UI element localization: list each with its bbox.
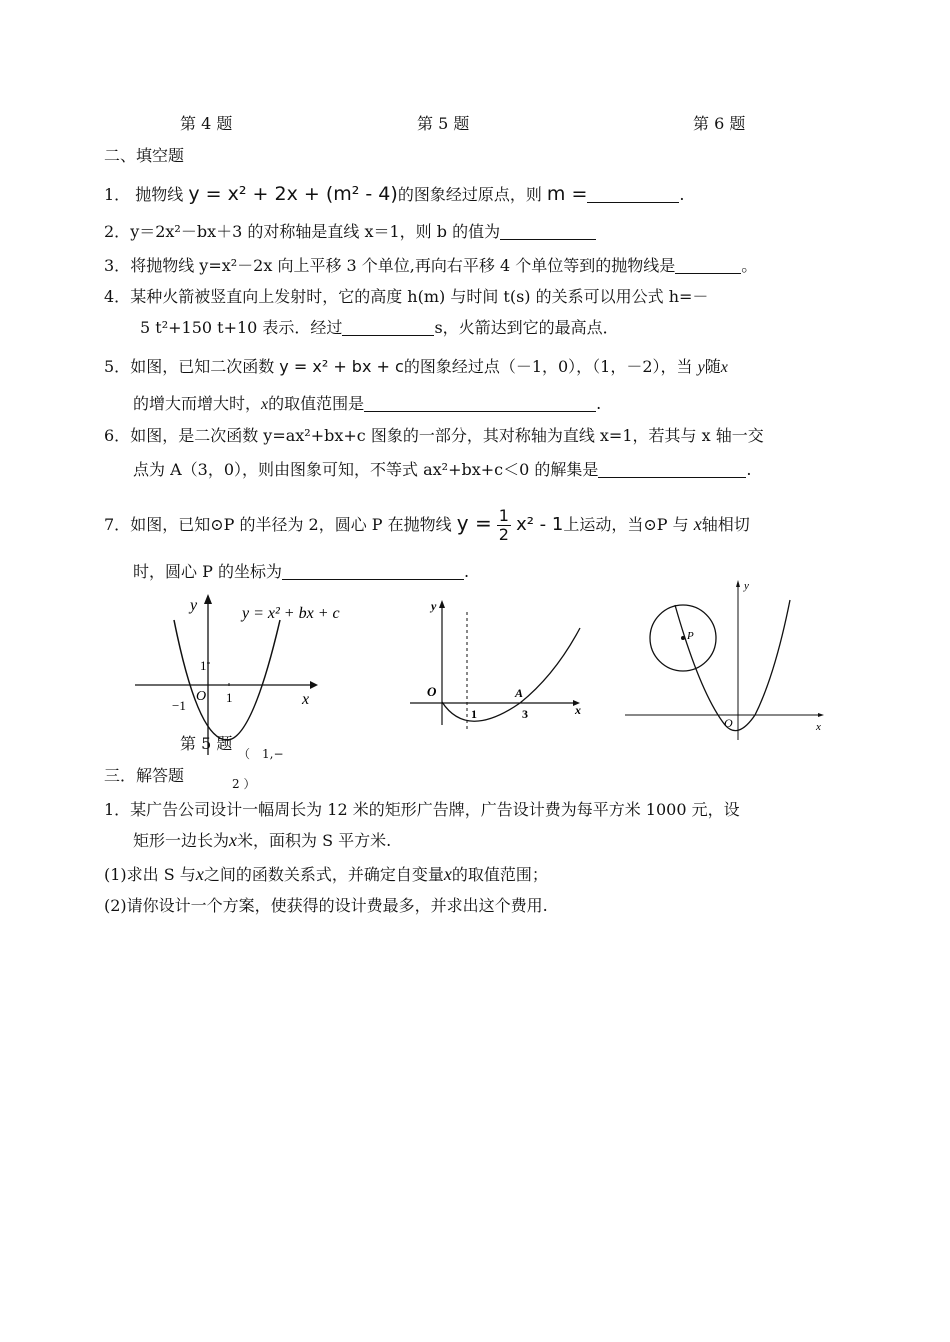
center-label: P bbox=[687, 630, 694, 642]
parabola-curve bbox=[675, 600, 790, 731]
question-3 bbox=[104, 256, 757, 276]
punctuation: . bbox=[463, 562, 470, 581]
tick-label: 1 bbox=[226, 690, 233, 705]
question-text: 矩形一边长为 bbox=[133, 831, 230, 850]
variable-y: y bbox=[697, 359, 705, 376]
answer-blank[interactable] bbox=[342, 319, 434, 336]
punctuation: 。 bbox=[741, 256, 758, 275]
x-axis-label: x bbox=[302, 691, 310, 708]
equation: y = x² + bx + c bbox=[279, 357, 404, 376]
answer-blank[interactable] bbox=[598, 461, 746, 478]
fraction-one-half bbox=[497, 507, 511, 544]
problem-1-part-2: (2)请你设计一个方案，使获得的设计费最多，并求出这个费用. bbox=[104, 896, 548, 915]
question-5-line-1 bbox=[104, 357, 728, 378]
question-number: 3． bbox=[104, 256, 131, 275]
punctuation: . bbox=[746, 460, 752, 479]
tick-label: 1 bbox=[471, 707, 477, 721]
parabola-curve bbox=[442, 628, 580, 721]
parabola-curve bbox=[174, 620, 280, 740]
center-point bbox=[681, 636, 685, 640]
question-text: 的增大而增大时， bbox=[133, 394, 262, 413]
caption-q4: 第 4 题 bbox=[180, 114, 233, 133]
equation-rhs: x² - 1 bbox=[516, 514, 564, 535]
caption-q6: 第 6 题 bbox=[693, 114, 746, 133]
question-4-line-2 bbox=[140, 318, 619, 338]
equation: y = x² + 2x + (m² - 4) bbox=[188, 183, 398, 205]
problem-1-line-2 bbox=[133, 830, 391, 851]
question-text: 点为 A（3，0），则由图象可知，不等式 ax²+bx+c＜0 的解集是 bbox=[133, 460, 599, 479]
x-axis-arrow-icon bbox=[310, 681, 318, 689]
question-text: 某种火箭被竖直向上发射时，它的高度 h(m) 与时间 t(s) 的关系可以用公式 h=－ bbox=[130, 287, 709, 306]
question-number: 1． bbox=[104, 185, 131, 204]
question-6-line-1 bbox=[104, 426, 764, 446]
question-text: 随 bbox=[704, 357, 721, 376]
question-6-line-2 bbox=[133, 460, 751, 480]
figure-equation: y = x² + bx + c bbox=[242, 605, 340, 622]
x-axis-arrow-icon bbox=[818, 713, 824, 717]
question-text: 如图，是二次函数 y=ax²+bx+c 图象的一部分，其对称轴为直线 x=1，若其与 x 轴一交 bbox=[130, 426, 764, 445]
y-axis-arrow-icon bbox=[439, 600, 445, 608]
variable-x: x bbox=[693, 514, 702, 534]
problem-1-part-1 bbox=[104, 864, 548, 885]
variable-x: x bbox=[229, 830, 238, 850]
question-text: y＝2x²－bx＋3 的对称轴是直线 x＝1，则 b 的值为 bbox=[130, 222, 501, 241]
question-number: 6． bbox=[104, 426, 131, 445]
section-heading-solve: 三．解答题 bbox=[104, 766, 185, 785]
question-text: 将抛物线 y=x²－2x 向上平移 3 个单位,再向右平移 4 个单位等到的抛物线是 bbox=[130, 256, 676, 275]
equation-lhs: y = bbox=[456, 511, 492, 535]
origin-label: O bbox=[427, 684, 437, 699]
answer-blank[interactable] bbox=[282, 563, 464, 580]
y-axis-arrow-icon bbox=[204, 594, 212, 604]
answer-blank[interactable] bbox=[587, 186, 679, 203]
fraction-denominator: 2 bbox=[498, 525, 509, 544]
question-text: 5 t²+150 t+10 表示．经过 bbox=[140, 318, 343, 337]
x-axis-label: x bbox=[575, 703, 581, 717]
question-number: 7． bbox=[104, 515, 131, 534]
section-heading-fill-blank: 二、填空题 bbox=[104, 146, 185, 165]
answer-blank[interactable] bbox=[500, 223, 596, 240]
point-label: （ 1,− bbox=[238, 747, 284, 761]
answer-blank[interactable] bbox=[675, 257, 741, 274]
question-text: 的图象经过原点，则 bbox=[397, 185, 542, 204]
y-axis-label: y bbox=[744, 580, 749, 592]
y-axis-label: y bbox=[190, 597, 198, 614]
problem-1-line-1: 1．某广告公司设计一幅周长为 12 米的矩形广告牌，广告设计费为每平方米 1000 元，设 bbox=[104, 800, 740, 819]
question-text: (1)求出 S 与 bbox=[104, 865, 196, 884]
caption-q5: 第 5 题 bbox=[417, 114, 470, 133]
question-1 bbox=[104, 184, 684, 205]
question-7-line-2 bbox=[133, 562, 469, 582]
point-label: 2 ） bbox=[232, 777, 256, 791]
y-axis-label: y bbox=[431, 599, 437, 613]
question-text: 之间的函数关系式，并确定自变量 bbox=[203, 865, 444, 884]
tick-label: 3 bbox=[522, 707, 528, 721]
question-4-line-1 bbox=[104, 287, 708, 307]
question-5-line-2 bbox=[133, 394, 601, 415]
point-a-label: A bbox=[515, 686, 524, 700]
variable-x: x bbox=[195, 864, 204, 884]
question-text: 米，面积为 S 平方米. bbox=[237, 831, 392, 850]
punctuation: . bbox=[679, 185, 685, 204]
figure-7-circle-parabola bbox=[620, 575, 830, 745]
figure-6-parabola bbox=[405, 590, 590, 740]
answer-blank[interactable] bbox=[364, 395, 596, 412]
variable-x: x bbox=[261, 396, 269, 413]
question-text: 抛物线 bbox=[135, 185, 184, 204]
fraction-numerator: 1 bbox=[498, 506, 509, 525]
question-text: 的取值范围； bbox=[451, 865, 548, 884]
question-text: 轴相切 bbox=[701, 515, 750, 534]
variable-x: x bbox=[443, 864, 452, 884]
tick-label: 1 bbox=[200, 658, 207, 673]
x-axis-label: x bbox=[816, 721, 821, 733]
figure-5-caption: 第 5 题 bbox=[180, 734, 233, 753]
question-text: 时，圆心 P 的坐标为 bbox=[133, 562, 282, 581]
question-text: 如图，已知⊙P 的半径为 2，圆心 P 在抛物线 bbox=[130, 515, 452, 534]
figure-5-parabola bbox=[130, 590, 370, 760]
origin-label: O bbox=[724, 716, 733, 730]
question-number: 5． bbox=[104, 357, 131, 376]
question-text: s，火箭达到它的最高点． bbox=[434, 318, 619, 337]
question-7-line-1 bbox=[104, 507, 750, 544]
question-text: 的取值范围是 bbox=[268, 394, 365, 413]
variable-x: x bbox=[720, 359, 728, 376]
question-text: 如图，已知二次函数 bbox=[130, 357, 275, 376]
punctuation: . bbox=[596, 394, 602, 413]
question-number: 4． bbox=[104, 287, 131, 306]
question-text: 上运动，当⊙P 与 bbox=[563, 515, 689, 534]
variable-m: m = bbox=[546, 183, 588, 205]
question-text: 的图象经过点（－1，0），（1，－2），当 bbox=[403, 357, 693, 376]
tick-label: −1 bbox=[172, 698, 186, 713]
question-number: 2． bbox=[104, 222, 131, 241]
question-2 bbox=[104, 222, 596, 242]
origin-label: O bbox=[196, 689, 207, 704]
y-axis-arrow-icon bbox=[736, 580, 740, 587]
